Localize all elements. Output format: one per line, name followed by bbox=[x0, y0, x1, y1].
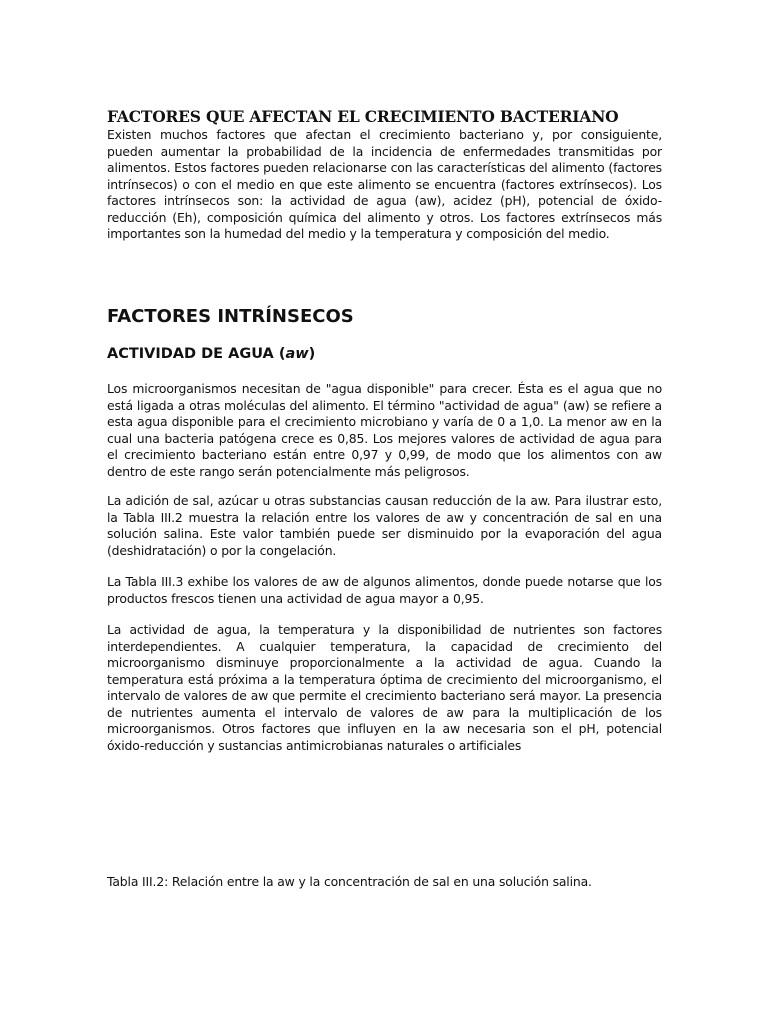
subsection-title-symbol: aw bbox=[285, 346, 309, 362]
intro-paragraph: Existen muchos factores que afectan el crecimiento bacteriano y, por consiguiente, pueden aumentar la probabilidad de la incidencia de enfermedades transmitidas por alimentos. Estos factores pueden relacionarse con las características del alimento (factores intrínsecos) o con el medio en que este alimento se encuentra (factores extrínsecos). Los factores intrínsecos son: la actividad de agua (aw), acidez (pH), potencial de óxido-reducción (Eh), composición química del alimento y otros. Los factores extrínsecos más importantes son la humedad del medio y la temperatura y composición del medio. bbox=[107, 127, 662, 241]
paragraph-interdependence: La actividad de agua, la temperatura y la disponibilidad de nutrientes son factores interdependientes. A cualquier temperatura, la capacidad de crecimiento del microorganismo disminuye proporcionalmente a la actividad de agua. Cuando la temperatura está próxima a la temperatura óptima de crecimiento del microorganismo, el intervalo de valores de aw que permite el crecimiento bacteriano será mayor. La presencia de nutrientes aumenta el intervalo de valores de aw para la multiplicación de los microorganismos. Otros factores que influyen en la aw necesaria son el pH, potencial óxido-reducción y sustancias antimicrobianas naturales o artificiales bbox=[107, 622, 662, 753]
table-caption: Tabla III.2: Relación entre la aw y la concentración de sal en una solución salina. bbox=[107, 874, 592, 889]
subsection-title-prefix: ACTIVIDAD DE AGUA ( bbox=[107, 346, 286, 362]
paragraph-salt-addition: La adición de sal, azúcar u otras substancias causan reducción de la aw. Para ilustrar esto, la Tabla III.2 muestra la relación entre los valores de aw y concentración de sal en una solución salina. Este valor también puede ser disminuido por la evaporación del agua (deshidratación) o por la congelación. bbox=[107, 493, 662, 558]
paragraph-water-activity: Los microorganismos necesitan de "agua disponible" para crecer. Ésta es el agua que no está ligada a otras moléculas del alimento. El término "actividad de agua" (aw) se refiere a esta agua disponible para el crecimiento microbiano y varía de 0 a 1,0. La menor aw en la cual una bacteria patógena crece es 0,85. Los mejores valores de actividad de agua para el crecimiento bacteriano están entre 0,97 y 0,99, de modo que los alimentos con aw dentro de este rango serán potencialmente más peligrosos. bbox=[107, 381, 662, 479]
document-title: FACTORES QUE AFECTAN EL CRECIMIENTO BACTERIANO bbox=[107, 107, 619, 126]
subsection-title bbox=[107, 344, 315, 364]
paragraph-table-iii3: La Tabla III.3 exhibe los valores de aw de algunos alimentos, donde puede notarse que los productos frescos tienen una actividad de agua mayor a 0,95. bbox=[107, 574, 662, 606]
section-title: FACTORES INTRÍNSECOS bbox=[107, 306, 354, 327]
subsection-title-suffix: ) bbox=[308, 346, 316, 362]
